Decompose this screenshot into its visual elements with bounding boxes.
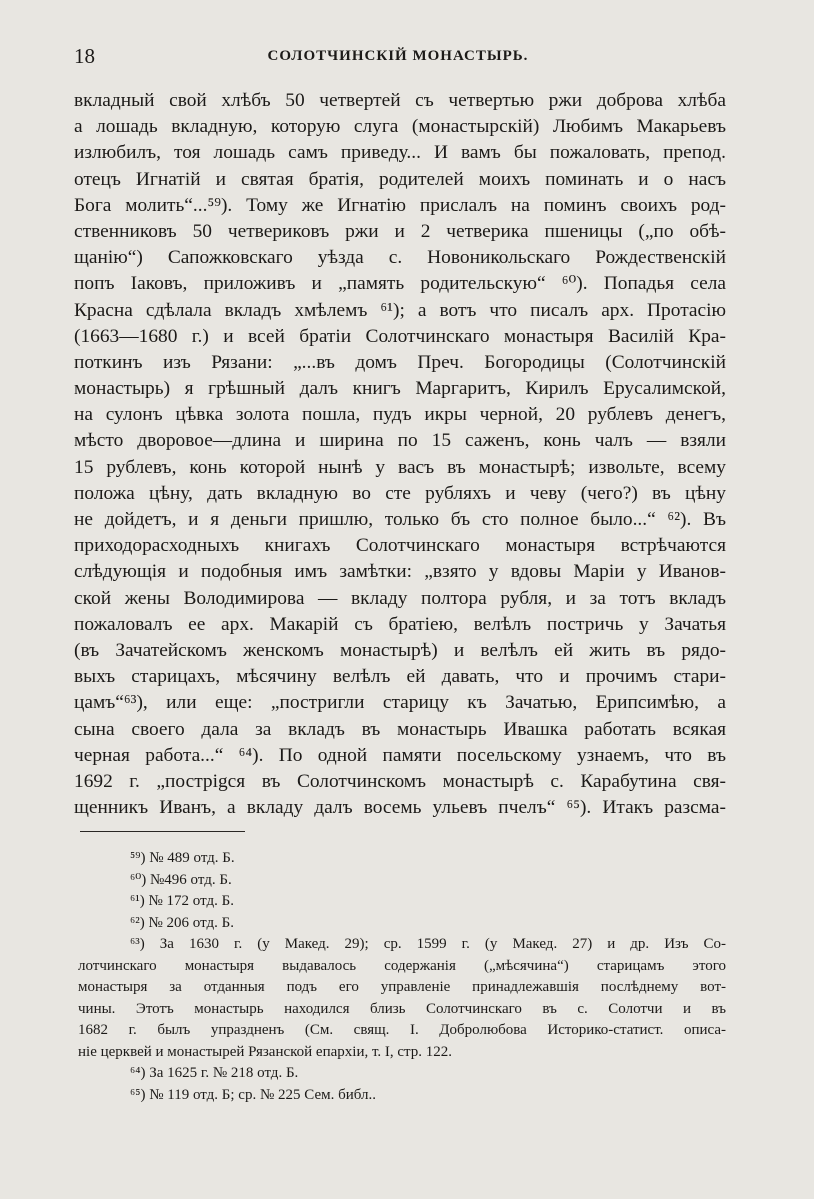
footnote-63-line: лотчинскаго монастыря выдавалось содержанія („мѣсячина“) старицамъ этого xyxy=(78,957,726,974)
page-header xyxy=(74,44,722,74)
body-line: выхъ старицахъ, мѣсячину велѣлъ ей давать, что и прочимъ стари- xyxy=(74,666,726,688)
footnote-61: ⁶¹) № 172 отд. Б. xyxy=(130,893,234,909)
body-line: попъ Іаковъ, приложивъ и „память родительскую“ ⁶⁰). Попадья села xyxy=(74,273,726,295)
footnote-63-line: 1682 г. былъ упраздненъ (См. свящ. І. Добролюбова Историко-статист. описа- xyxy=(78,1022,726,1038)
body-line: поткинъ изъ Рязани: „...въ домъ Преч. Богородицы (Солотчинскій xyxy=(74,351,726,373)
body-line: сына своего дала за вкладъ въ монастырь Ивашка работать всякая xyxy=(74,718,726,740)
footnote-63-line: чины. Этотъ монастырь находился близь Солотчинскаго въ с. Солотчи и въ xyxy=(78,1000,726,1017)
body-line: мѣсто дворовое—длина и ширина по 15 саженъ, конь чалъ — взяли xyxy=(74,430,726,452)
body-line: на сулонъ цѣвка золота пошла, пудъ икры черной, 20 рублевъ денегъ, xyxy=(74,404,726,426)
body-line: Красна сдѣлала вкладъ хмѣлемъ ⁶¹); а вотъ что писалъ арх. Протасію xyxy=(74,299,726,321)
body-line: слѣдующія и подобныя имъ замѣтки: „взято у вдовы Маріи у Иванов- xyxy=(74,561,726,583)
body-line: а лошадь вкладную, которую слуга (монастырскій) Любимъ Макарьевъ xyxy=(74,116,726,138)
body-line: 1692 г. „пострigся въ Солотчинскомъ монастырѣ с. Карабутина свя- xyxy=(74,770,726,792)
footnote-63: ⁶³) За 1630 г. (у Макед. 29); ср. 1599 г. (у Макед. 27) и др. Изъ Со- xyxy=(130,936,726,952)
body-line: (1663—1680 г.) и всей братіи Солотчинскаго монастыря Василій Кра- xyxy=(74,325,726,347)
body-line: ской жены Володимирова — вкладу полтора рубля, и за тотъ вкладъ xyxy=(74,587,726,609)
body-line: (въ Зачатейскомъ женскомъ монастырѣ) и велѣлъ ей жить въ рядо- xyxy=(74,639,726,661)
body-line: щанію“) Сапожковскаго уѣзда с. Новоникольскаго Рождественскій xyxy=(74,247,726,269)
body-line: положа цѣну, дать вкладную во сте рубляхъ и чеву (чего?) въ цѣну xyxy=(74,482,726,504)
footnote-62: ⁶²) № 206 отд. Б. xyxy=(130,914,234,931)
footnote-63-line: монастыря за отданныя подъ его управленіе принадлежавшія послѣднему вот- xyxy=(78,979,726,995)
footnote-65: ⁶⁵) № 119 отд. Б; ср. № 225 Сем. библ.. xyxy=(130,1086,376,1103)
footnote-rule xyxy=(80,831,245,832)
footnote-60: ⁶⁰) №496 отд. Б. xyxy=(130,871,232,888)
footnotes xyxy=(78,848,726,1106)
body-line: ственниковъ 50 четвериковъ ржи и 2 четверика пшеницы („по обѣ- xyxy=(74,220,726,242)
body-line: щенникъ Иванъ, а вкладу далъ восемь ульевъ пчелъ“ ⁶⁵). Итакъ разсма- xyxy=(74,797,726,819)
body-line: излюбилъ, тоя лошадь самъ приведу... И вамъ бы пожаловать, препод. xyxy=(74,142,726,164)
footnote-63-line: ніе церквей и монастырей Рязанской епархіи, т. I, стр. 122. xyxy=(78,1043,453,1060)
body-text xyxy=(74,88,726,821)
page-number: 18 xyxy=(74,44,95,68)
body-line: пожаловалъ ее арх. Макарій съ братіею, велѣлъ постричь у Зачатья xyxy=(74,613,726,635)
running-title: СОЛОТЧИНСКІЙ МОНАСТЫРЬ. xyxy=(267,48,529,64)
body-line: приходорасходныхъ книгахъ Солотчинскаго монастыря встрѣчаются xyxy=(74,535,726,557)
body-line: вкладный свой хлѣбъ 50 четвертей съ четвертью ржи доброва хлѣба xyxy=(74,90,726,111)
body-line: отецъ Игнатій и святая братія, родителей моихъ поминать и о насъ xyxy=(74,168,726,190)
footnote-59: ⁵⁹) № 489 отд. Б. xyxy=(130,850,235,866)
body-line: черная работа...“ ⁶⁴). По одной памяти посельскому узнаемъ, что въ xyxy=(74,744,726,766)
footnote-64: ⁶⁴) За 1625 г. № 218 отд. Б. xyxy=(130,1065,299,1081)
body-line: цамъ“⁶³), или еще: „постригли старицу къ Зачатью, Ерипсимѣю, а xyxy=(74,692,726,714)
body-line: 15 рублевъ, конь которой нынѣ у васъ въ монастырѣ; извольте, всему xyxy=(74,456,726,478)
body-line: Бога молить“...⁵⁹). Тому же Игнатію прислалъ на поминъ своихъ род- xyxy=(74,194,726,216)
body-line: не дойдетъ, и я деньги пришлю, только бъ сто полное было...“ ⁶²). Въ xyxy=(74,509,726,530)
body-line: монастырь) я грѣшный далъ книгъ Маргаритъ, Кирилъ Ерусалимской, xyxy=(74,378,726,400)
